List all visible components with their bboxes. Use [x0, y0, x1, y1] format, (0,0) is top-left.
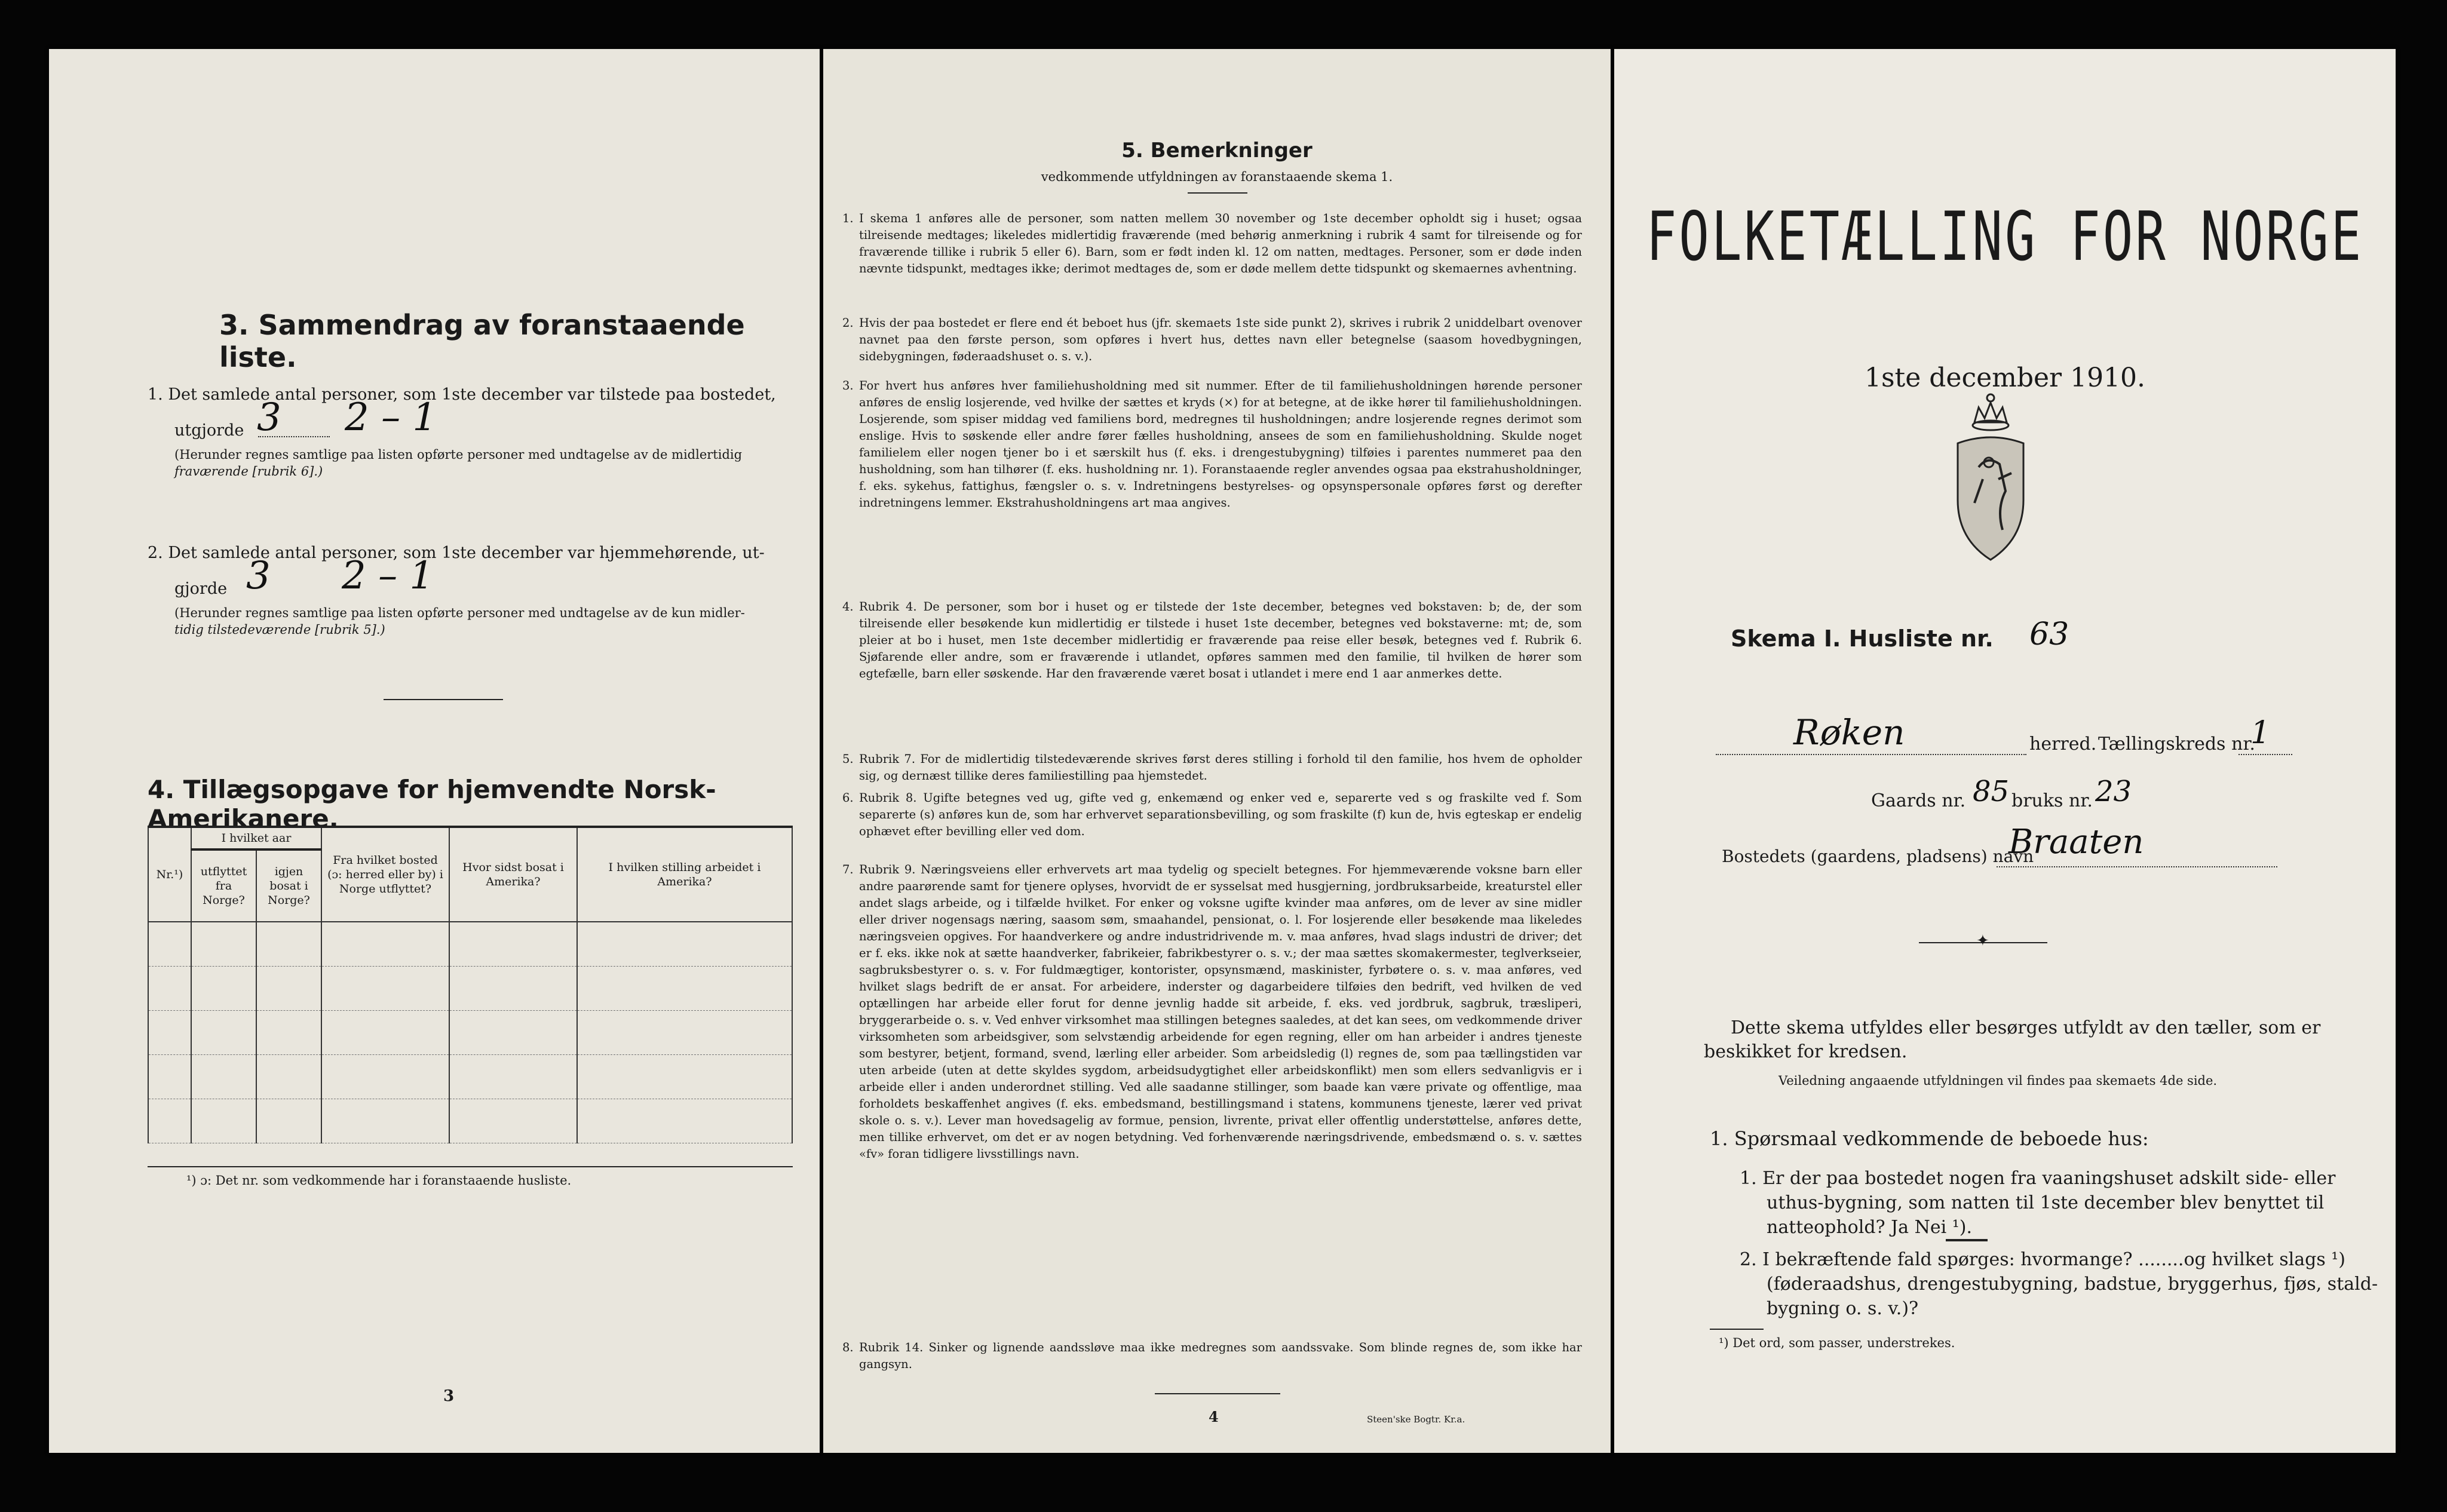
- question-1-heading: 1. Spørsmaal vedkommende de beboede hus:: [1710, 1127, 2149, 1150]
- table-row: [148, 1011, 792, 1055]
- ornament-icon: ✦: [1976, 932, 1989, 950]
- remarks-list: [823, 210, 1611, 1381]
- instruction-line-1: Dette skema utfyldes eller besørges utfyldt av den tæller, som er: [1731, 1017, 2321, 1038]
- list-item: 3. For hvert hus anføres hver familiehusholdning med sit nummer. Efter de til familiehusholdningen hørende personer anføres de enslig losjerende, ved hvilke der sættes et kryds (×) for at betegne, at de ikke hører til familiehusholdningen. Losjerende, som spiser middag ved familiens bord, medregnes til husholdningen; andre losjerende regnes derimot som enslige. Hvis to søskende eller andre fører fælles husholdning, ansees de som en familiehusholdning. Skulde noget familielem eller nogen tjener bo i et særskilt hus (f. eks. i drengestubygning) tilføies i parentes nummeret paa den husholdning, som han tilhører (f. eks. husholdning nr. 1). Foranstaaende regler anvendes ogsaa paa ekstrahusholdninger, f. eks. sykehus, fattighus, fængsler o. s. v. Indretningens bestyrelses- og opsynspersonale opføres først og derefter indretningens lemmer. Ekstrahusholdningens art maa angives.: [842, 379, 1582, 510]
- col-utflyttet: utflyttet fra Norge?: [191, 849, 256, 922]
- question-1-1-line-a: 1. Er der paa bostedet nogen fra vaaningshuset adskilt side- eller: [1740, 1168, 2336, 1189]
- present-total-handwritten: 3: [257, 395, 281, 440]
- remarks-title: 5. Bemerkninger: [1121, 139, 1313, 162]
- skema-label: Skema I. Husliste nr.: [1731, 625, 1994, 652]
- list-item: 2. Hvis der paa bostedet er flere end ét beboet hus (jfr. skemaets 1ste side punkt 2), skrives i rubrik 2 uniddelbart ovenover navnet paa den første person, som opføres i hvert hus, dettes navn eller betegnelse (saasom hovedbygningen, sidebygningen, føderaadshuset o. s. v.).: [842, 316, 1582, 363]
- instruction-line-2: beskikket for kredsen.: [1704, 1041, 1908, 1062]
- question-1-2-line-b: (føderaadshus, drengestubygning, badstue, bryggerhus, fjøs, stald-: [1767, 1274, 2378, 1295]
- herred-label: herred.: [2029, 734, 2097, 755]
- guidance-note: Veiledning angaaende utfyldningen vil findes paa skemaets 4de side.: [1778, 1074, 2218, 1088]
- col-hvor-sidst: Hvor sidst bosat i Amerika?: [449, 827, 577, 922]
- list-item: 4. Rubrik 4. De personer, som bor i huset og er tilstede der 1ste december, betegnes ved bokstaven: b; de, der som tilreisende eller besøkende kun midlertidig er tilstede i huset 1ste december, betegnes ved bokstaverne: mt; de, som pleier at bo i huset, men 1ste december midlertidig er fraværende paa reise eller besøk, betegnes ved f. Rubrik 6. Sjøfarende eller andre, som er fraværende i utlandet, opføres sammen med den familie, til hvilken de hører som egtefælle, barn eller søskende. Har den fraværende været bosat i utlandet i mere end 1 aar anmerkes dette.: [842, 600, 1582, 680]
- summary-note-1b: fraværende [rubrik 6].): [174, 464, 323, 479]
- husliste-number-handwritten: 63: [2029, 617, 2069, 652]
- question-1-1-line-b: uthus-bygning, som natten til 1ste december blev benyttet til: [1767, 1192, 2325, 1213]
- table-row: [148, 922, 792, 967]
- herred-handwritten: Røken: [1793, 712, 1905, 753]
- col-igjen: igjen bosat i Norge?: [256, 849, 321, 922]
- summary-note-2a: (Herunder regnes samtlige paa listen opførte personer med undtagelse av de kun midler-: [174, 606, 745, 620]
- col-group-year: I hvilket aar: [191, 827, 321, 849]
- page-number: 3: [443, 1387, 455, 1405]
- section-4-title: 4. Tillægsopgave for hjemvendte Norsk-Amerikanere.: [148, 775, 716, 833]
- list-item: 8. Rubrik 14. Sinker og lignende aandssløve maa ikke medregnes som aandssvake. Som blinde regnes de, som ikke har gangsyn.: [842, 1341, 1582, 1371]
- resident-total-handwritten: 3: [246, 554, 271, 598]
- col-fra-bosted: Fra hvilket bosted (ɔ: herred eller by) i Norge utflyttet?: [321, 827, 449, 922]
- bruks-number-handwritten: 23: [2095, 775, 2132, 808]
- resident-split-handwritten: 2 – 1: [342, 554, 434, 598]
- present-split-handwritten: 2 – 1: [345, 395, 437, 440]
- gaards-number-handwritten: 85: [1973, 775, 2010, 808]
- kreds-number-handwritten: 1: [2250, 715, 2271, 751]
- page-3-summary: [49, 49, 820, 1453]
- list-item: 5. Rubrik 7. For de midlertidig tilstedeværende skrives først deres stilling i forhold til den familie, hos hvem de opholder sig, og dernæst tillike deres familiestilling paa hjemstedet.: [842, 752, 1582, 783]
- census-title: FOLKETÆLLING FOR NORGE: [1646, 197, 2364, 277]
- gjorde-label: gjorde: [174, 579, 228, 598]
- bruks-label: bruks nr.: [2011, 790, 2093, 811]
- nei-underline: [1946, 1239, 1988, 1241]
- list-item: 6. Rubrik 8. Ugifte betegnes ved ug, gifte ved g, enkemænd og enker ved e, separerte ved s og fraskilte ved f. Som separerte (s) anføres kun de, som har erhvervet separationsbevilling, og som fraskilte (f) kun de, hvis egteskap er endelig ophævet efter bevilling eller ved dom.: [842, 791, 1582, 838]
- summary-note-2b: tidig tilstedeværende [rubrik 5].): [174, 622, 385, 637]
- bosted-name-handwritten: Braaten: [2008, 823, 2144, 861]
- printer-imprint: Steen'ske Bogtr. Kr.a.: [1367, 1414, 1465, 1425]
- kreds-label: Tællingskreds nr.: [2098, 734, 2255, 755]
- page-1-cover: [1614, 49, 2396, 1453]
- summary-item-1: 1. Det samlede antal personer, som 1ste december var tilstede paa bostedet,: [148, 385, 776, 404]
- census-date: 1ste december 1910.: [1864, 363, 2146, 393]
- page-4-remarks: [823, 49, 1611, 1453]
- table-row: [148, 967, 792, 1011]
- col-stilling: I hvilken stilling arbeidet i Amerika?: [577, 827, 792, 922]
- cover-footnote: ¹) Det ord, som passer, understrekes.: [1719, 1336, 1955, 1350]
- summary-item-2: 2. Det samlede antal personer, som 1ste december var hjemmehørende, ut-: [148, 544, 765, 562]
- question-1-2-line-c: bygning o. s. v.)?: [1767, 1298, 1919, 1319]
- list-item: 1. I skema 1 anføres alle de personer, som natten mellem 30 november og 1ste december opholdt sig i huset; ogsaa tilreisende medtages; likeledes midlertidig fraværende (med behørig anmerkning i rubrik 4 samt for tilreisende og for fraværende tillike i rubrik 5 eller 6). Barn, som er født inden kl. 12 om natten, medtages. Personer, som er døde inden nævnte tidspunkt, medtages ikke; derimot medtages de, som er døde mellem dette tidspunkt og skemaernes avhentning.: [842, 211, 1582, 275]
- table-footnote: ¹) ɔ: Det nr. som vedkommende har i foranstaaende husliste.: [186, 1173, 572, 1188]
- gaards-label: Gaards nr.: [1871, 790, 1966, 811]
- page-number: 4: [1209, 1408, 1219, 1425]
- col-nr: Nr.¹): [148, 827, 191, 922]
- remarks-subtitle: vedkommende utfyldningen av foranstaaende skema 1.: [1041, 170, 1393, 184]
- list-item: 7. Rubrik 9. Næringsveiens eller erhvervets art maa tydelig og specielt betegnes. For hjemmeværende voksne barn eller andre paarørende samt for tjenere oplyses, hvorvidt de er sysselsat med husgjerning, jordbruksarbeide, kreaturstel eller andet slags arbeide, og i tilfælde hvilket. For enker og voksne ugifte kvinder maa anføres, om de lever av sine midler eller driver nogensags næring, saasom søm, smaahandel, pensionat, o. l. For losjerende eller besøkende maa likeledes næringsveien opgives. For haandverkere og andre industridrivende m. v. maa anføres, hvad slags industri de driver; det er f. eks. ikke nok at sætte haandverker, fabrikeier, fabrikbestyrer o. s. v.; der maa sættes skomakermester, teglverkseier, sagbruksbestyrer o. s. v. For fuldmægtiger, kontorister, opsynsmænd, maskinister, fyrbøtere o. s. v. maa anføres, ved hvilket slags bedrift de er ansat. For arbeidere, inderster og dagarbeidere tilføies den bedrift, ved hvilken de ved optællingen har arbeide eller forut for denne jevnlig hadde sit arbeide, f. eks. ved jordbruk, sagbruk, træsliperi, bryggerarbeide o. s. v. Ved enhver virksomhet maa stillingen betegnes saaledes, at det kan sees, om vedkommende driver virksomheten som arbeidsgiver, som selvstændig arbeidende for egen regning, eller om han arbeider i andres tjeneste som bestyrer, betjent, formand, svend, lærling eller arbeider. Som arbeidsledig (l) regnes de, som paa tællingstiden var uten arbeide (uten at dette skyldes sygdom, arbeidsudygtighet eller arbeidskonflikt) men som ellers sedvanligvis er i arbeide eller i anden underordnet stilling. Ved alle saadanne stillinger, som baade kan være private og offentlige, maa forholdets beskaffenhet angives (f. eks. embedsmand, bestillingsmand i statens, kommunens tjeneste, lærer ved privat skole o. s. v.). Lever man hovedsagelig av formue, pension, livrente, privat eller offentlig understøttelse, anføres dette, men tillike erhvervet, om det er av nogen betydning. Ved forhenværende næringsdrivende, embedsmænd o. s. v. sættes «fv» foran tidligere livsstillings navn.: [842, 863, 1582, 1161]
- coat-of-arms-icon: [1946, 389, 2035, 569]
- bosted-label: Bostedets (gaardens, pladsens) navn: [1722, 847, 2034, 866]
- section-3-title: 3. Sammendrag av foranstaaende liste.: [219, 309, 745, 373]
- table-row: [148, 1055, 792, 1099]
- question-1-1-line-c: natteophold? Ja Nei ¹).: [1767, 1217, 1972, 1238]
- divider: [384, 699, 503, 700]
- table-row: [148, 1099, 792, 1143]
- norsk-amerikanere-table: [148, 826, 793, 1143]
- summary-note-1a: (Herunder regnes samtlige paa listen opførte personer med undtagelse av de midlertidig: [174, 447, 743, 462]
- utgjorde-label: utgjorde: [174, 421, 244, 440]
- question-1-2-line-a: 2. I bekræftende fald spørges: hvormange? ........og hvilket slags ¹): [1740, 1249, 2345, 1270]
